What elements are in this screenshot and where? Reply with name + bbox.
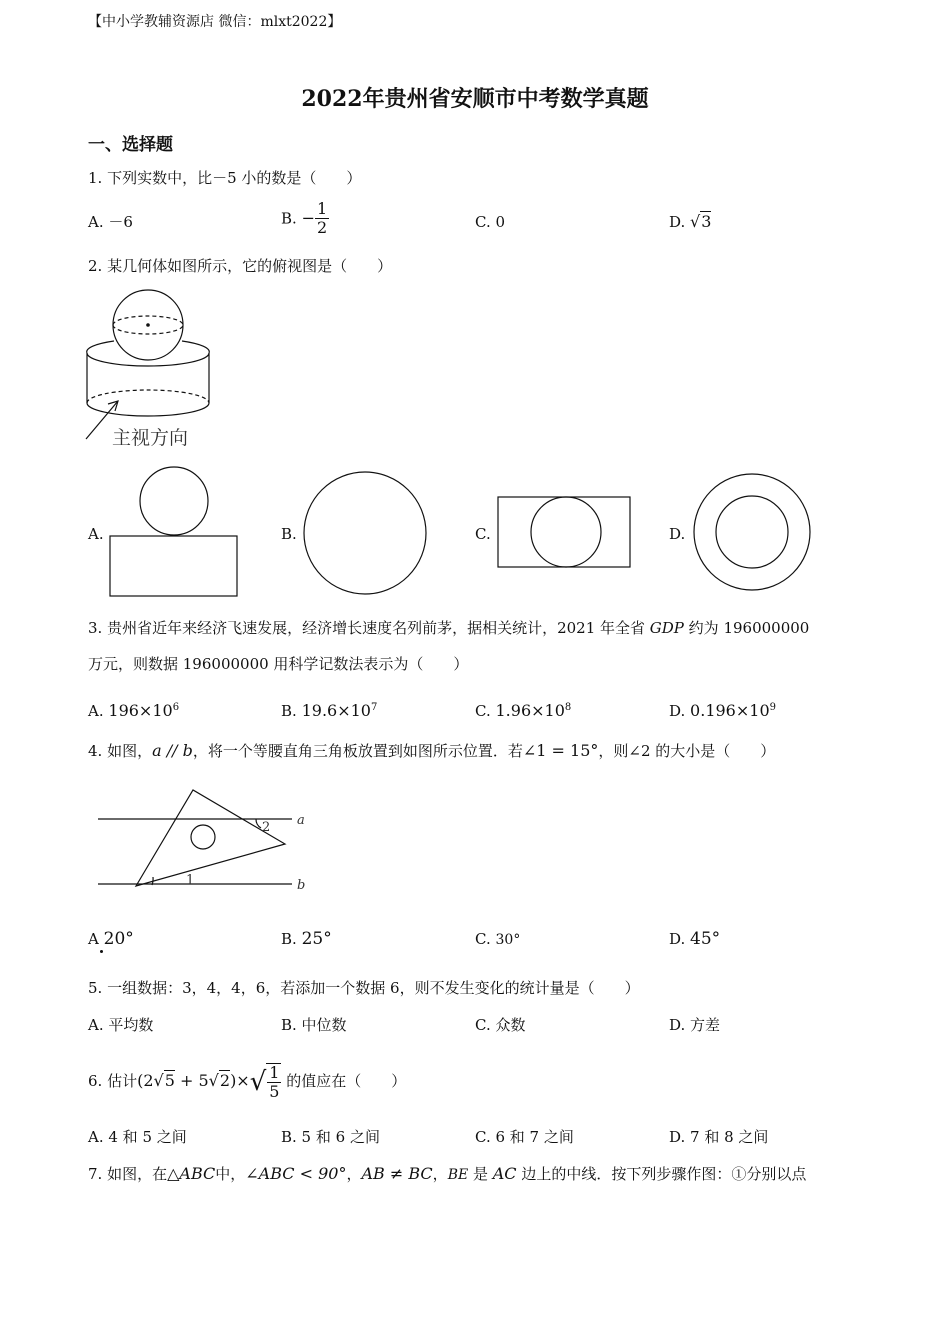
q3-c-exp: 8	[564, 702, 572, 713]
q6-sqrt-sign-2: √	[208, 1071, 219, 1090]
q4-stray-dot	[100, 950, 103, 953]
q7-sep2: ，	[432, 1165, 448, 1183]
q7-ac: AC	[492, 1164, 517, 1183]
q3-d-label: D.	[669, 702, 686, 720]
q4-option-c	[475, 929, 520, 950]
q5-option-b: B. 中位数	[281, 1016, 347, 1034]
q4-triangle-figure	[96, 786, 326, 898]
q5-stem: 5. 一组数据：3，4，4，6，若添加一个数据 6，则不发生变化的统计量是（ ）	[88, 979, 640, 997]
q7-sep: ，	[346, 1165, 362, 1183]
q6-fraction-numerator: 1	[269, 1063, 280, 1082]
q6-fraction-denominator: 5	[269, 1082, 280, 1101]
cylinder-bottom-front	[87, 403, 209, 416]
q3-b-base: 19.6×10	[301, 701, 371, 720]
q6-stem-post: 的值应在（ ）	[286, 1072, 407, 1090]
q4-d-label: D.	[669, 930, 686, 948]
q5-option-d: D. 方差	[669, 1016, 721, 1034]
q1-sqrt-sign: √	[690, 212, 701, 231]
label-b: b	[297, 878, 306, 893]
q5-option-c: C. 众数	[475, 1016, 526, 1034]
source-header: 【中小学教辅资源店 微信：mlxt2022】	[88, 14, 342, 30]
q4-a-label: A	[88, 930, 99, 948]
q7-mid2: 是	[468, 1165, 493, 1183]
q4-a-val: 20°	[103, 929, 134, 949]
q4-option-a	[88, 929, 134, 949]
q1-option-a: A. －6	[88, 213, 133, 231]
q3-option-d	[669, 698, 776, 721]
q3-b-exp: 7	[370, 702, 378, 713]
q6-expr-plus: + 5	[174, 1071, 209, 1090]
label-angle-2: 2	[262, 820, 271, 835]
q7-stem-post: 边上的中线．按下列步骤作图：①分别以点	[516, 1165, 807, 1183]
q6-expr-open: (2	[137, 1071, 154, 1090]
q3-option-c	[475, 698, 571, 721]
q6-expr-close: )×	[230, 1071, 250, 1090]
q5-option-a: A. 平均数	[88, 1016, 154, 1034]
q1-fraction-numerator: 1	[316, 199, 328, 218]
q4-b-label: B.	[281, 930, 297, 948]
q3-c-base: 1.96×10	[495, 701, 565, 720]
q2-option-b-label: B.	[281, 525, 297, 543]
q2-stem: 2. 某几何体如图所示，它的俯视图是（ ）	[88, 257, 393, 275]
q7-stem	[88, 1164, 806, 1185]
q4-parallel-expr: a // b	[152, 741, 193, 760]
q4-c-label: C.	[475, 930, 491, 948]
q3-line1-post: 约为 196000000	[683, 619, 810, 637]
q3-stem-line1	[88, 618, 809, 638]
q4-d-val: 45°	[690, 929, 721, 949]
q1-option-c: C. 0	[475, 213, 506, 231]
q3-gdp: GDP	[649, 619, 684, 637]
q1-radicand: 3	[701, 212, 712, 231]
q7-be: BE	[447, 1167, 469, 1183]
cylinder-top-back	[87, 341, 114, 353]
q1-option-d	[669, 212, 711, 232]
q6-radicand-1: 5	[164, 1071, 175, 1090]
q3-option-a	[88, 698, 179, 721]
page-title: 2022年贵州省安顺市中考数学真题	[301, 86, 649, 112]
q2-option-a-figure	[108, 466, 240, 598]
q6-fraction	[266, 1063, 281, 1101]
q2-option-d-label: D.	[669, 525, 686, 543]
cylinder-bottom-back	[87, 390, 209, 403]
q3-a-base: 196×10	[108, 701, 173, 720]
q1-stem: 1. 下列实数中，比－5 小的数是（ ）	[88, 169, 362, 187]
q6-sqrt-sign-1: √	[153, 1071, 164, 1090]
q7-triangle: △ABC	[167, 1164, 216, 1183]
q3-a-label: A.	[88, 702, 104, 720]
q3-line1-pre: 3. 贵州省近年来经济飞速发展，经济增长速度名列前茅，据相关统计，2021 年全省	[88, 619, 650, 637]
q2-option-b-figure	[302, 470, 428, 596]
label-a: a	[297, 813, 305, 828]
q4-stem-post: ，则∠2 的大小是（ ）	[598, 742, 776, 760]
q3-a-exp: 6	[172, 702, 180, 713]
q6-radicand-2: 2	[219, 1071, 231, 1090]
q6-option-d: D. 7 和 8 之间	[669, 1128, 769, 1146]
q7-stem-pre: 7. 如图，在	[88, 1165, 168, 1183]
q1-option-d-label: D.	[669, 213, 686, 231]
q2-caption: 主视方向	[112, 427, 189, 449]
label-angle-1: 1	[186, 873, 195, 888]
q4-stem-pre: 4. 如图，	[88, 742, 153, 760]
q4-c-val: 30°	[495, 932, 521, 948]
q2-option-a-label: A.	[88, 525, 104, 543]
q7-mid1: 中，	[215, 1165, 246, 1183]
q4-stem	[88, 741, 775, 761]
q1-option-b	[281, 200, 329, 237]
q4-option-d	[669, 929, 720, 949]
set-square-outline	[136, 790, 285, 886]
q4-angle1-expr: ∠1 = 15°	[522, 741, 599, 760]
q6-option-a: A. 4 和 5 之间	[88, 1128, 187, 1146]
q6-option-b: B. 5 和 6 之间	[281, 1128, 380, 1146]
q4-stem-mid: ，将一个等腰直角三角板放置到如图所示位置．若	[192, 742, 523, 760]
q3-d-exp: 9	[769, 702, 776, 713]
q2-option-d-figure	[692, 472, 814, 594]
q3-stem-line2: 万元，则数据 196000000 用科学记数法表示为（ ）	[88, 655, 469, 673]
q1-fraction-denominator: 2	[316, 218, 328, 237]
q1-option-b-label: B.	[281, 209, 297, 228]
q3-d-base: 0.196×10	[690, 701, 770, 720]
q4-option-b	[281, 929, 332, 949]
q3-option-b	[281, 698, 377, 721]
q6-sqrt-sign-3: √	[249, 1067, 267, 1097]
q6-stem	[88, 1058, 406, 1105]
q2-option-c-figure	[497, 496, 633, 570]
q3-c-label: C.	[475, 702, 491, 720]
q6-option-c: C. 6 和 7 之间	[475, 1128, 574, 1146]
q7-cond1: ∠ABC < 90°	[245, 1164, 347, 1183]
section-heading: 一、选择题	[88, 135, 173, 155]
q4-b-val: 25°	[301, 929, 332, 949]
q3-b-label: B.	[281, 702, 297, 720]
set-square-hole	[191, 825, 215, 849]
q2-option-c-label: C.	[475, 525, 491, 543]
q6-stem-pre: 6. 估计	[88, 1072, 138, 1090]
q1-option-b-sign: −	[301, 208, 315, 228]
q7-cond2: AB ≠ BC	[361, 1164, 433, 1183]
q1-option-b-fraction	[315, 200, 329, 237]
